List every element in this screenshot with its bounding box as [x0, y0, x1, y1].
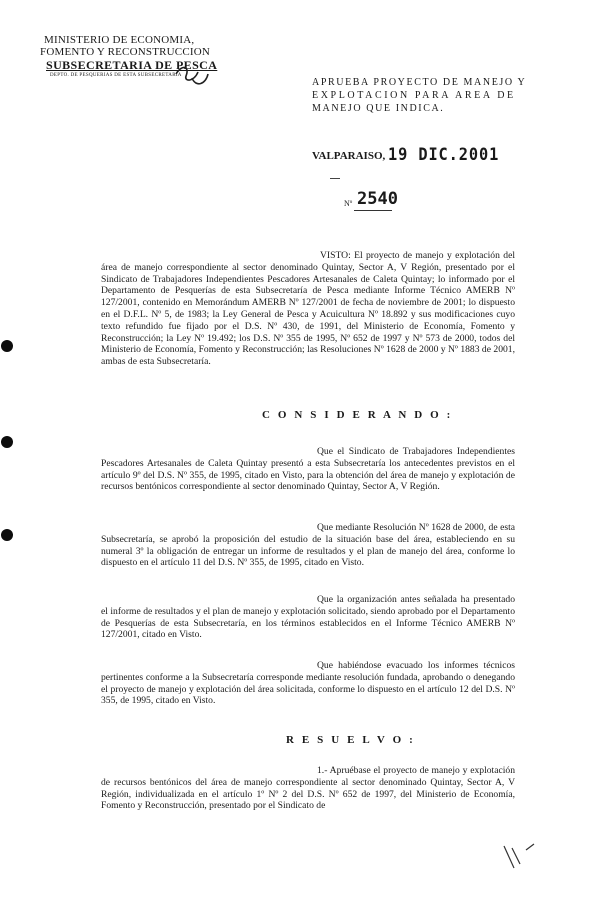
signature-mark: [172, 62, 212, 92]
handwritten-initials: [500, 842, 550, 872]
punch-hole-bottom: [1, 529, 13, 541]
number-label: Nº: [344, 199, 353, 208]
considerando-item: Que habiéndose evacuado los informes técnicos pertinentes conforme a la Subsecretaría corresponde mediante resolución fundada, aprobando o denegando el proyecto de manejo y explotación del área solicitada, conforme lo dispuesto en el artículo 12 del D.S. Nº 355, de 1995, citado en Visto.: [101, 660, 515, 707]
considerando-item: Que el Sindicato de Trabajadores Independientes Pescadores Artesanales de Caleta Quintay presentó a esta Subsecretaría los antecedentes previstos en el artículo 9º del D.S. Nº 355, de 1995, citado en Visto, para la obtención del área de manejo y explotación de recursos bentónicos correspondiente al sector denominado Quintay, Sector A, V Región.: [101, 446, 515, 493]
considerando-item: Que mediante Resolución Nº 1628 de 2000, de esta Subsecretaría, se aprobó la proposición del estudio de la situación base del área, estableciendo en su numeral 3º la obligación de entregar un informe de resultados y el plan de manejo del área, conforme lo dispuesto en el artículo 11 del D.S. Nº 355, de 1995, citado en Visto.: [101, 522, 515, 569]
ministry-line-1: MINISTERIO DE ECONOMIA,: [44, 34, 195, 46]
resolution-number: 2540: [357, 189, 398, 209]
title-line-3: MANEJO QUE INDICA.: [312, 103, 445, 114]
punch-hole-top: [1, 340, 13, 352]
date-stamp: 19 DIC.2001: [388, 145, 500, 165]
resolution-title: [312, 76, 542, 115]
dash-mark: [330, 178, 340, 179]
ministry-line-2: FOMENTO Y RECONSTRUCCION: [40, 46, 211, 58]
number-underline: [354, 210, 392, 211]
considerando-item: Que la organización antes señalada ha presentado el informe de resultados y el plan de manejo y explotación solicitado, siendo aprobado por el Departamento de Pesquerías de esta Subsecretaría, en los términos establecidos en el Informe Técnico AMERB Nº 127/2001, citado en Visto.: [101, 594, 515, 641]
punch-hole-middle: [1, 436, 13, 448]
title-line-2: EXPLOTACION PARA AREA DE: [312, 90, 516, 101]
considerando-heading: C O N S I D E R A N D O :: [262, 409, 453, 421]
visto-paragraph: VISTO: El proyecto de manejo y explotación del área de manejo correspondiente al sector denominado Quintay, Sector A, V Región, presentado por el Sindicato de Trabajadores Independientes Pescadores Artesanales de Caleta Quintay; lo informado por el Departamento de Pesquerías de esta Subsecretaría de Pesca mediante Informe Técnico AMERB Nº 127/2001, contenido en Memorándum AMERB Nº 127/2001 de fecha de noviembre de 2001; lo dispuesto en el D.F.L. Nº 5, de 1983; la Ley General de Pesca y Acuicultura Nº 18.892 y sus modificaciones cuyo texto refundido fue fijado por el D.S. Nº 430, de 1991, del Ministerio de Economía, Fomento y Reconstrucción; la Ley Nº 19.492; los D.S. Nº 355 de 1995, Nº 652 de 1997 y Nº 573 de 2000, todos del Ministerio de Economía, Fomento y Reconstrucción; las Resoluciones Nº 1628 de 2000 y Nº 1883 de 2001, ambas de esta Subsecretaría.: [101, 250, 515, 368]
subsecretaria-heading: SUBSECRETARIA DE PESCA: [46, 58, 218, 72]
date-place: VALPARAISO,: [312, 150, 386, 162]
title-line-1: APRUEBA PROYECTO DE MANEJO Y: [312, 77, 527, 88]
resuelvo-heading: R E S U E L V O :: [286, 734, 416, 746]
resuelvo-item-1: 1.- Apruébase el proyecto de manejo y explotación de recursos bentónicos del área de manejo correspondiente al sector denominado Quintay, Sector A, V Región, individualizada en el artículo 1º Nº 2 del D.S. Nº 652 de 1997, del Ministerio de Economía, Fomento y Reconstrucción, presentado por el Sindicato de: [101, 765, 515, 812]
department-small-text: DEPTO. DE PESQUERIAS DE ESTA SUBSECRETARIA: [50, 73, 182, 78]
